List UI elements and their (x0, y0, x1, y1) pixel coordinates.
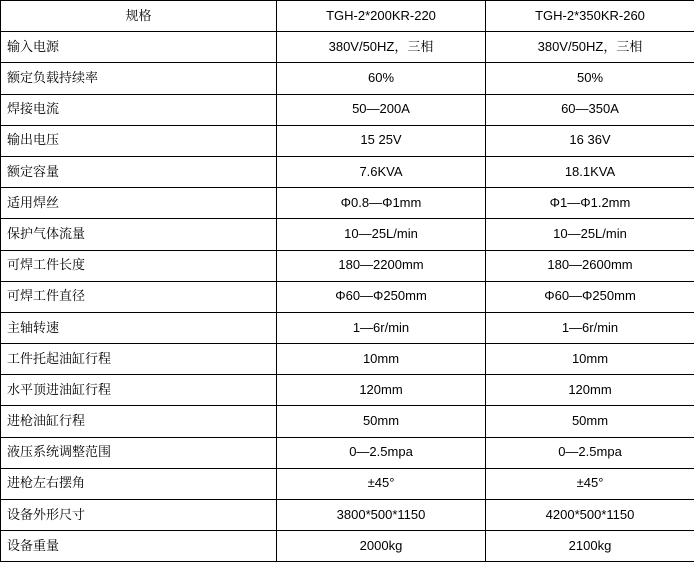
column-header-model-1: TGH-2*200KR-220 (277, 1, 486, 32)
table-row (1, 312, 694, 343)
table-row (1, 156, 694, 187)
row-value-model-2: 120mm (486, 375, 694, 406)
table-row (1, 188, 694, 219)
row-label: 保护气体流量 (1, 219, 277, 250)
row-value-model-1: 120mm (277, 375, 486, 406)
table-row (1, 406, 694, 437)
table-row (1, 32, 694, 63)
row-label: 水平顶进油缸行程 (1, 375, 277, 406)
table-row (1, 94, 694, 125)
row-label: 输出电压 (1, 125, 277, 156)
row-label: 液压系统调整范围 (1, 437, 277, 468)
row-value-model-1: 2000kg (277, 531, 486, 562)
row-label: 可焊工件直径 (1, 281, 277, 312)
table-row (1, 344, 694, 375)
row-value-model-1: 0—2.5mpa (277, 437, 486, 468)
table-row (1, 468, 694, 499)
row-value-model-2: 50% (486, 63, 694, 94)
row-value-model-2: 16 36V (486, 125, 694, 156)
row-value-model-1: 180—2200mm (277, 250, 486, 281)
row-value-model-1: 50—200A (277, 94, 486, 125)
table-header-row (1, 1, 694, 32)
row-value-model-2: 1—6r/min (486, 312, 694, 343)
table-row (1, 500, 694, 531)
row-value-model-1: 10mm (277, 344, 486, 375)
row-label: 主轴转速 (1, 312, 277, 343)
table-row (1, 531, 694, 562)
row-value-model-2: 18.1KVA (486, 156, 694, 187)
row-label: 工件托起油缸行程 (1, 344, 277, 375)
row-value-model-2: ±45° (486, 468, 694, 499)
column-header-model-2: TGH-2*350KR-260 (486, 1, 694, 32)
row-value-model-1: 7.6KVA (277, 156, 486, 187)
row-value-model-2: 10—25L/min (486, 219, 694, 250)
row-value-model-1: Φ0.8—Φ1mm (277, 188, 486, 219)
row-value-model-2: 4200*500*1150 (486, 500, 694, 531)
row-label: 设备重量 (1, 531, 277, 562)
table-row (1, 437, 694, 468)
row-label: 可焊工件长度 (1, 250, 277, 281)
row-value-model-2: 50mm (486, 406, 694, 437)
row-value-model-1: ±45° (277, 468, 486, 499)
table-row (1, 125, 694, 156)
row-value-model-1: 15 25V (277, 125, 486, 156)
row-value-model-1: 3800*500*1150 (277, 500, 486, 531)
row-value-model-1: 1—6r/min (277, 312, 486, 343)
column-header-spec: 规格 (1, 1, 277, 32)
table-row (1, 375, 694, 406)
row-value-model-2: 380V/50HZ，三相 (486, 32, 694, 63)
row-value-model-1: 50mm (277, 406, 486, 437)
table-row (1, 219, 694, 250)
row-label: 适用焊丝 (1, 188, 277, 219)
row-value-model-2: Φ1—Φ1.2mm (486, 188, 694, 219)
table-row (1, 250, 694, 281)
row-label: 额定容量 (1, 156, 277, 187)
row-value-model-2: 0—2.5mpa (486, 437, 694, 468)
row-value-model-2: 180—2600mm (486, 250, 694, 281)
row-value-model-2: 10mm (486, 344, 694, 375)
row-label: 额定负载持续率 (1, 63, 277, 94)
row-value-model-1: Φ60—Φ250mm (277, 281, 486, 312)
row-value-model-1: 60% (277, 63, 486, 94)
row-value-model-1: 10—25L/min (277, 219, 486, 250)
row-value-model-2: 2100kg (486, 531, 694, 562)
row-label: 进枪左右摆角 (1, 468, 277, 499)
table-row (1, 63, 694, 94)
row-label: 进枪油缸行程 (1, 406, 277, 437)
row-value-model-2: 60—350A (486, 94, 694, 125)
row-label: 焊接电流 (1, 94, 277, 125)
row-value-model-1: 380V/50HZ，三相 (277, 32, 486, 63)
table-row (1, 281, 694, 312)
row-label: 输入电源 (1, 32, 277, 63)
row-value-model-2: Φ60—Φ250mm (486, 281, 694, 312)
row-label: 设备外形尺寸 (1, 500, 277, 531)
